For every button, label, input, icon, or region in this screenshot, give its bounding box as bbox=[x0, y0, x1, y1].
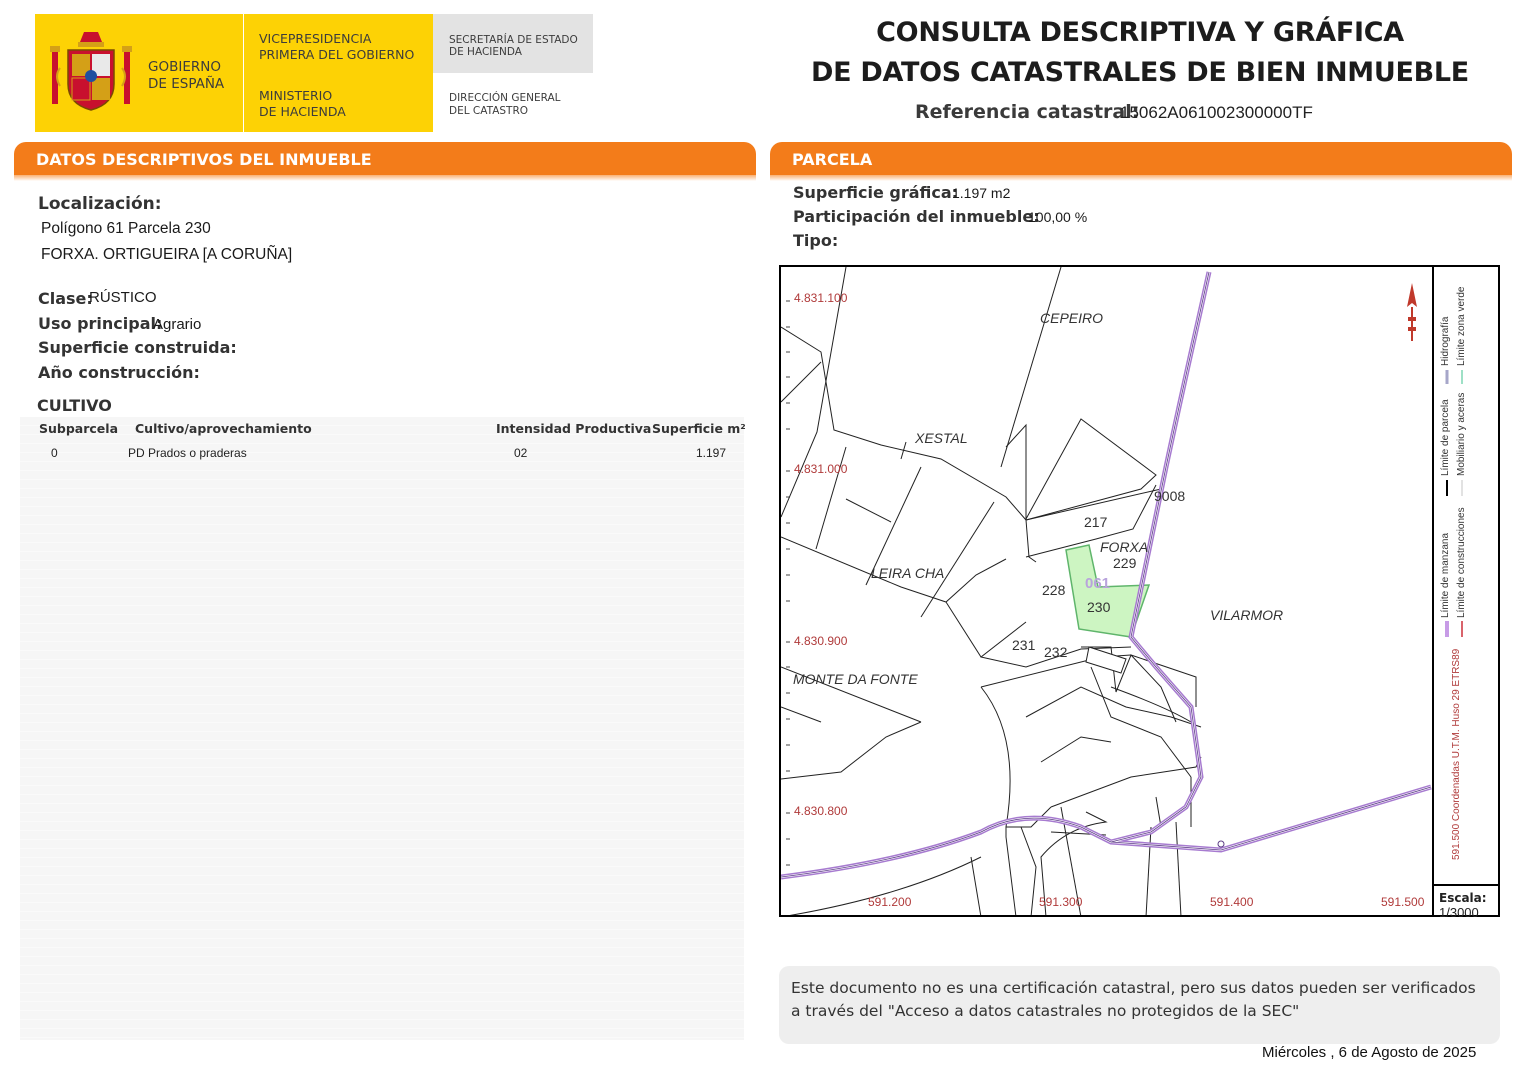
poligono-label: 061 bbox=[1085, 575, 1111, 592]
legend-separator bbox=[1432, 267, 1434, 915]
parcela-header bbox=[770, 142, 1512, 176]
document-title-line1: CONSULTA DESCRIPTIVA Y GRÁFICA bbox=[876, 17, 1404, 48]
parcel-number-9008: 9008 bbox=[1154, 488, 1186, 504]
clase-label: Clase: bbox=[38, 289, 93, 308]
parcela-title: PARCELA bbox=[792, 150, 873, 169]
table-cell-superficie: 1.197 bbox=[696, 446, 727, 460]
document-title-line2: DE DATOS CATASTRALES DE BIEN INMUEBLE bbox=[811, 57, 1469, 88]
col-header-intensidad: Intensidad Productiva bbox=[496, 421, 652, 436]
scale-separator bbox=[1432, 884, 1499, 886]
map-left-ticks bbox=[786, 301, 790, 865]
ministerio-text: MINISTERIO DE HACIENDA bbox=[259, 88, 346, 119]
legend-manzana: Límite de manzana bbox=[1440, 532, 1451, 618]
x-tick-label: 591.300 bbox=[1039, 895, 1083, 909]
legend-limite-parcela: Límite de parcela bbox=[1440, 399, 1451, 476]
gobierno-espana-text: GOBIERNO DE ESPAÑA bbox=[148, 59, 225, 92]
y-tick-label: 4.830.900 bbox=[794, 634, 848, 648]
logo-divider bbox=[243, 14, 244, 132]
coat-of-arms-icon bbox=[48, 28, 134, 114]
legend-mobiliario: Mobiliario y aceras bbox=[1456, 392, 1467, 476]
parcel-number-230: 230 bbox=[1087, 599, 1111, 615]
x-tick-label: 591.400 bbox=[1210, 895, 1254, 909]
legend-swatches bbox=[1440, 370, 1470, 640]
datos-descriptivos-header bbox=[14, 142, 756, 176]
cadastral-map[interactable] bbox=[781, 267, 1432, 915]
localizacion-line2: FORXA. ORTIGUEIRA [A CORUÑA] bbox=[41, 246, 293, 263]
superficie-grafica-value: 1.197 m2 bbox=[952, 185, 1011, 201]
tipo-label: Tipo: bbox=[793, 231, 839, 250]
legend-zona-verde: Límite zona verde bbox=[1456, 286, 1467, 366]
place-label-cepeiro: CEPEIRO bbox=[1040, 310, 1104, 326]
col-header-cultivo: Cultivo/aprovechamiento bbox=[135, 421, 312, 436]
vicepresidencia-text: VICEPRESIDENCIA PRIMERA DEL GOBIERNO bbox=[259, 31, 415, 62]
scale-label: Escala: bbox=[1439, 891, 1487, 905]
north-arrow-icon bbox=[1407, 283, 1417, 341]
y-tick-label: 4.831.100 bbox=[794, 291, 848, 305]
referencia-label: Referencia catastral: bbox=[915, 101, 1140, 123]
place-label-monte-da-fonte: MONTE DA FONTE bbox=[793, 671, 918, 687]
parcel-number-228: 228 bbox=[1042, 582, 1066, 598]
col-header-superficie: Superficie m² bbox=[652, 421, 746, 436]
cultivo-title: CULTIVO bbox=[37, 396, 112, 415]
scale-value: 1/3000 bbox=[1439, 905, 1479, 920]
table-cell-intensidad: 02 bbox=[514, 446, 528, 460]
legend-construcciones: Límite de construcciones bbox=[1456, 507, 1467, 618]
referencia-value: 15062A061002300000TF bbox=[1120, 103, 1313, 122]
y-tick-label: 4.831.000 bbox=[794, 462, 848, 476]
anio-construccion-label: Año construcción: bbox=[38, 363, 200, 382]
x-tick-label: 591.500 bbox=[1381, 895, 1425, 909]
parcel-number-217: 217 bbox=[1084, 514, 1108, 530]
direccion-catastro-text: DIRECCIÓN GENERAL DEL CATASTRO bbox=[449, 92, 561, 117]
col-header-subparcela: Subparcela bbox=[39, 421, 119, 436]
y-tick-label: 4.830.800 bbox=[794, 804, 848, 818]
place-label-xestal: XESTAL bbox=[915, 430, 968, 446]
clase-value: RÚSTICO bbox=[89, 289, 157, 306]
secretaria-text: SECRETARÍA DE ESTADO DE HACIENDA bbox=[449, 34, 578, 58]
localizacion-line1: Polígono 61 Parcela 230 bbox=[41, 220, 211, 237]
x-tick-label: 591.200 bbox=[868, 895, 912, 909]
place-label-forxa: FORXA bbox=[1100, 539, 1149, 555]
parcel-number-232: 232 bbox=[1044, 644, 1068, 660]
legend-hidrografia: Hidrografía bbox=[1440, 316, 1451, 366]
uso-principal-value: Agrario bbox=[153, 316, 202, 333]
localizacion-label: Localización: bbox=[38, 194, 162, 214]
document-date: Miércoles , 6 de Agosto de 2025 bbox=[1262, 1044, 1477, 1061]
participacion-value: 100,00 % bbox=[1028, 209, 1088, 225]
superficie-construida-label: Superficie construida: bbox=[38, 338, 237, 357]
place-label-leira-cha: LEIRA CHA bbox=[871, 565, 945, 581]
parcel-number-229: 229 bbox=[1113, 555, 1137, 571]
table-cell-subparcela: 0 bbox=[51, 446, 58, 460]
cultivo-table bbox=[20, 417, 744, 1040]
participacion-label: Participación del inmueble: bbox=[793, 207, 1040, 226]
datos-descriptivos-title: DATOS DESCRIPTIVOS DEL INMUEBLE bbox=[36, 150, 372, 169]
table-cell-cultivo: PD Prados o praderas bbox=[128, 446, 247, 460]
uso-principal-label: Uso principal: bbox=[38, 314, 163, 333]
superficie-grafica-label: Superficie gráfica: bbox=[793, 183, 959, 202]
verification-notice-text: Este documento no es una certificación catastral, pero sus datos pueden ser verificados a través del "Acceso a datos catastrales no protegidos de la SEC" bbox=[791, 979, 1476, 1020]
place-label-vilarmor: VILARMOR bbox=[1210, 607, 1284, 623]
parcel-number-231: 231 bbox=[1012, 637, 1036, 653]
legend-coordenadas: 591.500 Coordenadas U.T.M. Huso 29 ETRS89 bbox=[1451, 648, 1462, 860]
